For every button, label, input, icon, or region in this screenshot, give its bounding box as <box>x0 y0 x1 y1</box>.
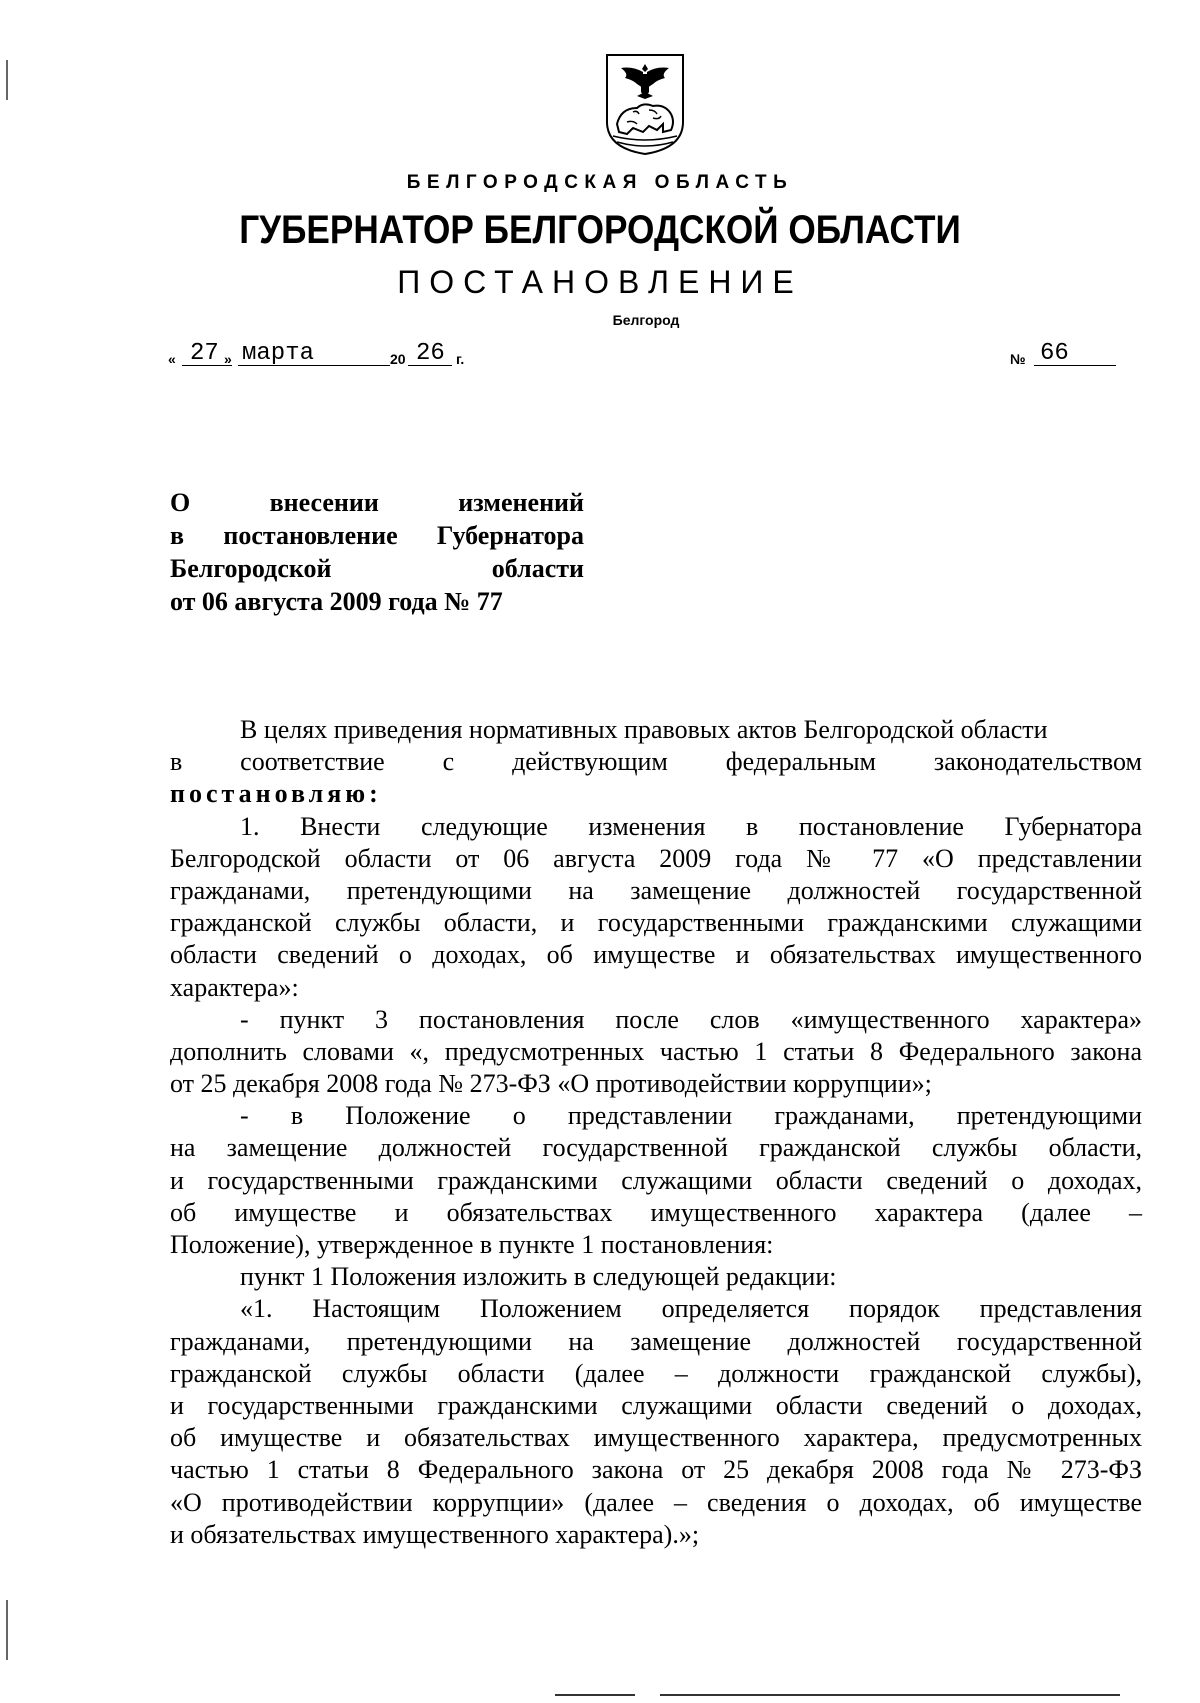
title-line-1: О внесении изменений <box>170 488 585 517</box>
body-line: и государственными гражданскими служащими области сведений о доходах, <box>170 1390 1142 1420</box>
body-line: на замещение должностей государственной гражданской службы области, <box>170 1133 1142 1163</box>
authority-name: ГУБЕРНАТОР БЕЛГОРОДСКОЙ ОБЛАСТИ <box>239 208 961 252</box>
date-year-mark: г. <box>456 351 465 367</box>
body-line: «О противодействии коррупции» (далее – сведения о доходах, об имуществе <box>170 1487 1142 1517</box>
date-day: 27 <box>190 340 219 367</box>
title-line-4: от 06 августа 2009 года № 77 <box>170 587 503 616</box>
body-line: Положение), утвержденное в пункте 1 постановления: <box>170 1230 774 1259</box>
body-line: В целях приведения нормативных правовых актов Белгородской области <box>240 715 1048 744</box>
body-line: 1. Внести следующие изменения в постановление Губернатора <box>240 811 1142 841</box>
body-line: - пункт 3 постановления после слов «имущественного характера» <box>240 1004 1142 1034</box>
body-line: гражданами, претендующими на замещение должностей государственной <box>170 1326 1142 1356</box>
title-line-2: в постановление Губернатора <box>170 521 584 550</box>
body-line: об имуществе и обязательствах имущественного характера (далее – <box>170 1197 1142 1227</box>
scan-margin-mark <box>6 1600 8 1660</box>
document-title <box>170 486 584 618</box>
scan-bottom-artifact <box>660 1694 1120 1696</box>
body-line: Белгородской области от 06 августа 2009 года № 77 «О представлении <box>170 843 1142 873</box>
scan-margin-mark <box>6 60 8 100</box>
title-line-3: Белгородской области <box>170 554 584 583</box>
body-line: дополнить словами «, предусмотренных частью 1 статьи 8 Федерального закона <box>170 1036 1142 1066</box>
body-line: гражданами, претендующими на замещение должностей государственной <box>170 875 1142 905</box>
body-line: гражданской службы области, и государственными гражданскими служащими <box>170 908 1142 938</box>
body-line: в соответствие с действующим федеральным законодательством <box>170 747 1142 777</box>
region-name: БЕЛГОРОДСКАЯ ОБЛАСТЬ <box>406 172 794 193</box>
date-close-quote: » <box>224 351 232 367</box>
body-line: области сведений о доходах, об имуществе и обязательствах имущественного <box>170 940 1142 970</box>
date-open-quote: « <box>168 351 176 367</box>
date-year-prefix: 20 <box>390 351 406 367</box>
body-line: пункт 1 Положения изложить в следующей редакции: <box>240 1262 837 1292</box>
body-line: «1. Настоящим Положением определяется порядок представления <box>240 1294 1142 1324</box>
date-year-suffix: 26 <box>416 340 445 367</box>
coat-of-arms-emblem <box>603 52 687 156</box>
date-month: марта <box>242 340 315 367</box>
document-body <box>170 714 1142 1551</box>
body-line: от 25 декабря 2008 года № 273-ФЗ «О противодействии коррупции»; <box>170 1069 932 1099</box>
body-line: - в Положение о представлении гражданами, претендующими <box>240 1101 1142 1131</box>
body-line: и государственными гражданскими служащими области сведений о доходах, <box>170 1165 1142 1195</box>
resolve-word: постановляю: <box>170 779 382 809</box>
city-name: Белгород <box>612 312 680 328</box>
body-line: и обязательствах имущественного характера).»; <box>170 1519 700 1549</box>
body-line: характера»: <box>170 972 299 1002</box>
number-value: 66 <box>1040 340 1069 367</box>
body-line: гражданской службы области (далее – должности гражданской службы), <box>170 1358 1142 1388</box>
scan-bottom-artifact <box>555 1694 635 1696</box>
body-line: об имуществе и обязательствах имущественного характера, предусмотренных <box>170 1423 1142 1453</box>
document-type: ПОСТАНОВЛЕНИЕ <box>397 264 803 300</box>
number-label: № <box>1010 351 1026 367</box>
body-line: частью 1 статьи 8 Федерального закона от 25 декабря 2008 года № 273-ФЗ <box>170 1455 1142 1485</box>
